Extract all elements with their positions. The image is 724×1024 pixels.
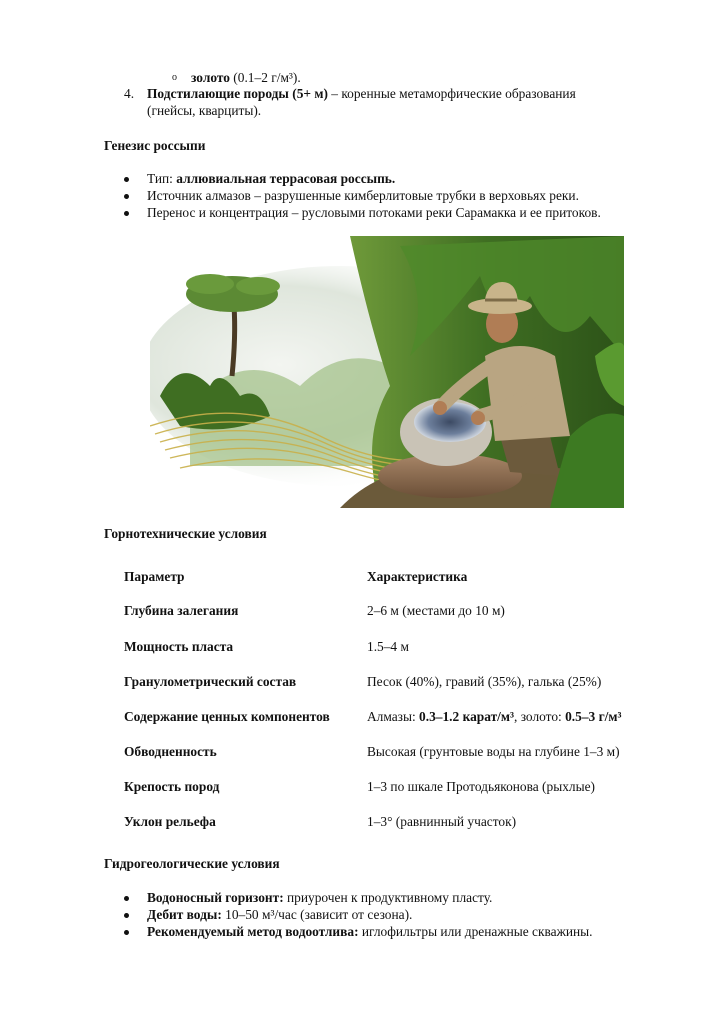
tree-canopy-part — [236, 277, 280, 295]
table-row-value: 1.5–4 м — [367, 639, 409, 654]
table-row-param: Обводненность — [124, 744, 217, 759]
table-header-value: Характеристика — [367, 569, 468, 584]
section-heading-genesis: Генезис россыпи — [104, 138, 206, 153]
tree-canopy-part — [186, 274, 234, 294]
table-row-param: Мощность пласта — [124, 639, 234, 654]
section-heading-hydro: Гидрогеологические условия — [104, 856, 280, 871]
list-item-4-line2: (гнейсы, кварциты). — [147, 103, 262, 118]
table-header-param: Параметр — [124, 569, 185, 584]
hydro-item-debit-rest: 10–50 м³/час (зависит от сезона). — [221, 907, 413, 922]
hydro-item-method-bold: Рекомендуемый метод водоотлива: — [147, 924, 359, 939]
list-item-4-line1 — [147, 85, 576, 103]
value-gold: 0.5–3 г/м³ — [565, 709, 622, 724]
hydro-item-method — [147, 923, 593, 941]
bullet-dot — [124, 930, 129, 935]
hydro-item-debit — [147, 906, 412, 924]
genesis-item-type-prefix: Тип: — [147, 171, 177, 186]
bullet-dot — [124, 194, 129, 199]
sub-bullet-marker: o — [172, 72, 177, 83]
bullet-dot — [124, 211, 129, 216]
list-item-4-bold: Подстилающие породы (5+ м) — [147, 86, 328, 101]
bullet-dot — [124, 913, 129, 918]
value-mid: , золото: — [514, 709, 566, 724]
list-item-gold-bold: золото — [191, 70, 230, 85]
table-row-value: 1–3° (равнинный участок) — [367, 814, 517, 829]
list-number-4: 4. — [124, 86, 135, 101]
section-heading-mining: Горнотехнические условия — [104, 526, 267, 541]
jungle-prospector-illustration — [150, 236, 624, 508]
hydro-item-horizon-rest: приурочен к продуктивному пласту. — [283, 890, 493, 905]
hydro-item-method-rest: иглофильтры или дренажные скважины. — [358, 924, 593, 939]
list-item-4-rest: – коренные метаморфические образования — [327, 86, 576, 101]
table-row-param: Глубина залегания — [124, 603, 239, 618]
table-row-param: Гранулометрический состав — [124, 674, 297, 689]
value-diamonds: 0.3–1.2 карат/м³ — [419, 709, 515, 724]
table-row-param: Уклон рельефа — [124, 814, 216, 829]
table-row-value: 2–6 м (местами до 10 м) — [367, 603, 505, 618]
tree-trunk — [232, 306, 235, 376]
table-row-value: Высокая (грунтовые воды на глубине 1–3 м) — [367, 744, 620, 759]
hydro-item-debit-bold: Дебит воды: — [147, 907, 222, 922]
genesis-item-type-bold: аллювиальная террасовая россыпь. — [176, 171, 396, 186]
hydro-item-horizon-bold: Водоносный горизонт: — [147, 890, 284, 905]
table-row-param: Крепость пород — [124, 779, 220, 794]
genesis-item-type — [147, 170, 395, 188]
hydro-item-horizon — [147, 889, 492, 907]
genesis-item-source: Источник алмазов – разрушенные кимберлитовые трубки в верховьях реки. — [147, 188, 579, 203]
table-row-value: 1–3 по шкале Протодьяконова (рыхлые) — [367, 779, 595, 794]
bullet-dot — [124, 177, 129, 182]
genesis-item-transport: Перенос и концентрация – русловыми потоками реки Сарамакка и ее притоков. — [147, 205, 601, 220]
table-row-value: Песок (40%), гравий (35%), галька (25%) — [367, 674, 602, 689]
table-row-value — [367, 708, 622, 726]
list-item-gold-rest: (0.1–2 г/м³). — [229, 70, 301, 85]
table-row-param: Содержание ценных компонентов — [124, 709, 330, 724]
bullet-dot — [124, 896, 129, 901]
value-prefix: Алмазы: — [367, 709, 420, 724]
